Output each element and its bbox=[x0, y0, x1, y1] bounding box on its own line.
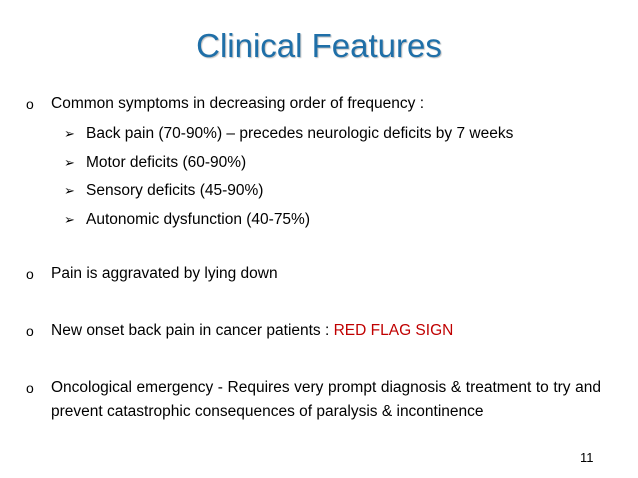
bullet-text: Common symptoms in decreasing order of frequency : bbox=[51, 95, 425, 112]
arrow-bullet-icon: ➢ bbox=[64, 126, 75, 141]
sub-bullet-text: Motor deficits (60-90%) bbox=[86, 154, 247, 171]
sub-bullet-text: Autonomic dysfunction (40-75%) bbox=[86, 211, 311, 228]
slide-title: Clinical Features bbox=[196, 27, 442, 64]
sub-bullet-text: Sensory deficits (45-90%) bbox=[86, 182, 264, 199]
bullet-marker: o bbox=[26, 266, 34, 282]
bullet-marker: o bbox=[26, 380, 34, 396]
bullet-text: Pain is aggravated by lying down bbox=[51, 265, 278, 282]
bullet-marker: o bbox=[26, 323, 34, 339]
red-flag-text: RED FLAG SIGN bbox=[333, 322, 454, 339]
arrow-bullet-icon: ➢ bbox=[64, 183, 75, 198]
arrow-bullet-icon: ➢ bbox=[64, 155, 75, 170]
bullet-text bbox=[51, 319, 453, 343]
sub-bullet-text: Back pain (70-90%) – precedes neurologic deficits by 7 weeks bbox=[86, 125, 514, 142]
bullet-marker: o bbox=[26, 96, 34, 112]
bullet-text: Oncological emergency - Requires very prompt diagnosis & treatment to try and prevent catastrophic consequences of paralysis & incontinence bbox=[51, 379, 601, 420]
new-onset-text: New onset back pain in cancer patients : bbox=[51, 322, 334, 339]
page-number: 11 bbox=[580, 450, 594, 465]
arrow-bullet-icon: ➢ bbox=[64, 212, 75, 227]
